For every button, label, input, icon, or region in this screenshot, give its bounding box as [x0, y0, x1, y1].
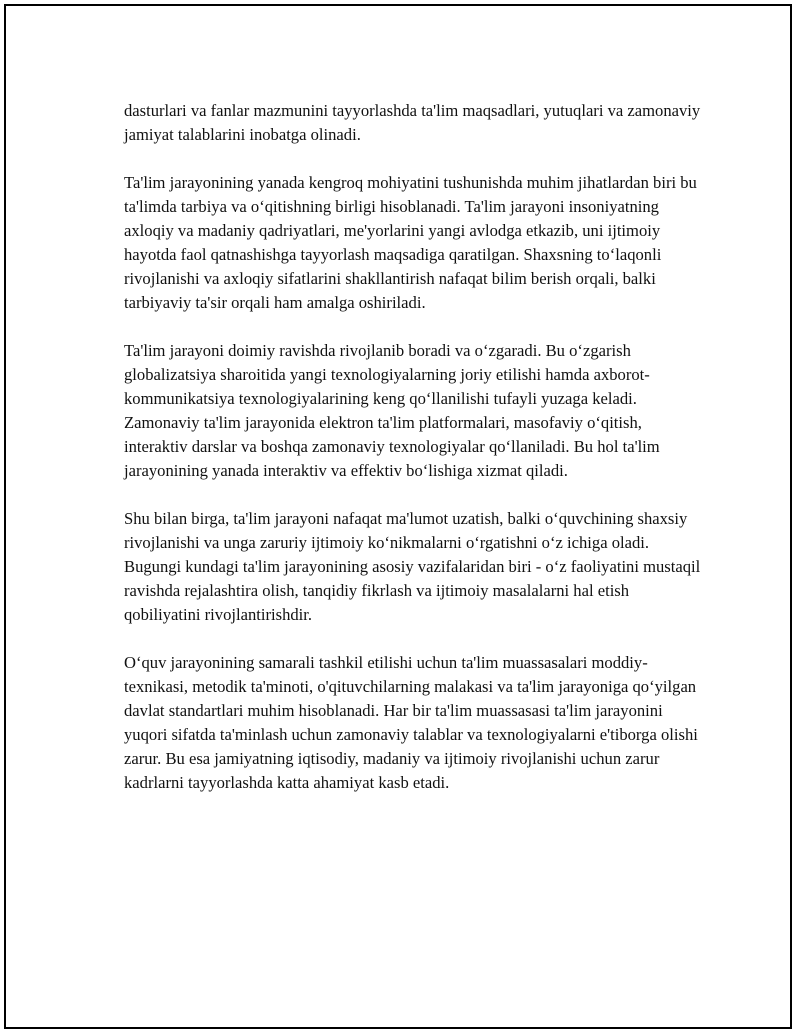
paragraph-1: dasturlari va fanlar mazmunini tayyorlashda ta'lim maqsadlari, yutuqlari va zamonaviy jamiyat talablarini inobatga olinadi.	[124, 101, 701, 144]
page-frame	[4, 4, 792, 1029]
paragraph-3: Ta'lim jarayoni doimiy ravishda rivojlanib boradi va o‘zgaradi. Bu o‘zgarish globalizatsiya sharoitida yangi texnologiyalarning joriy etilishi hamda axborot-kommunikatsiya texnologiyalarining keng qo‘llanilishi tufayli yuzaga keladi. Zamonaviy ta'lim jarayonida elektron ta'lim platformalari, masofaviy o‘qitish, interaktiv darslar va boshqa zamonaviy texnologiyalar qo‘llaniladi. Bu hol ta'lim jarayonining yanada interaktiv va effektiv bo‘lishiga xizmat qiladi.	[124, 341, 660, 480]
paragraph-4: Shu bilan birga, ta'lim jarayoni nafaqat ma'lumot uzatish, balki o‘quvchining shaxsiy rivojlanishi va unga zaruriy ijtimoiy ko‘nikmalarni o‘rgatishni o‘z ichiga oladi. Bugungi kundagi ta'lim jarayonining asosiy vazifalaridan biri - o‘z faoliyatini mustaqil ravishda rejalashtira olish, tanqidiy fikrlash va ijtimoiy masalalarni hal etish qobiliyatini rivojlantirishdir.	[124, 509, 701, 624]
paragraph-5: O‘quv jarayonining samarali tashkil etilishi uchun ta'lim muassasalari moddiy-texnikasi, metodik ta'minoti, o'qituvchilarning malakasi va ta'lim jarayoniga qo‘yilgan davlat standartlari muhim hisoblanadi. Har bir ta'lim muassasasi ta'lim jarayonini yuqori sifatda ta'minlash uchun zamonaviy talablar va texnologiyalarni e'tiborga olishi zarur. Bu esa jamiyatning iqtisodiy, madaniy va ijtimoiy rivojlanishi uchun zarur kadrlarni tayyorlashda katta ahamiyat kasb etadi.	[124, 653, 698, 792]
paragraph-2: Ta'lim jarayonining yanada kengroq mohiyatini tushunishda muhim jihatlardan biri bu ta'limda tarbiya va o‘qitishning birligi hisoblanadi. Ta'lim jarayoni insoniyatning axloqiy va madaniy qadriyatlari, me'yorlarini yangi avlodga etkazib, uni ijtimoiy hayotda faol qatnashishga tayyorlash maqsadiga qaratilgan. Shaxsning to‘laqonli rivojlanishi va axloqiy sifatlarini shakllantirish nafaqat bilim berish orqali, balki tarbiyaviy ta'sir orqali ham amalga oshiriladi.	[124, 173, 697, 312]
document-body	[124, 99, 709, 819]
